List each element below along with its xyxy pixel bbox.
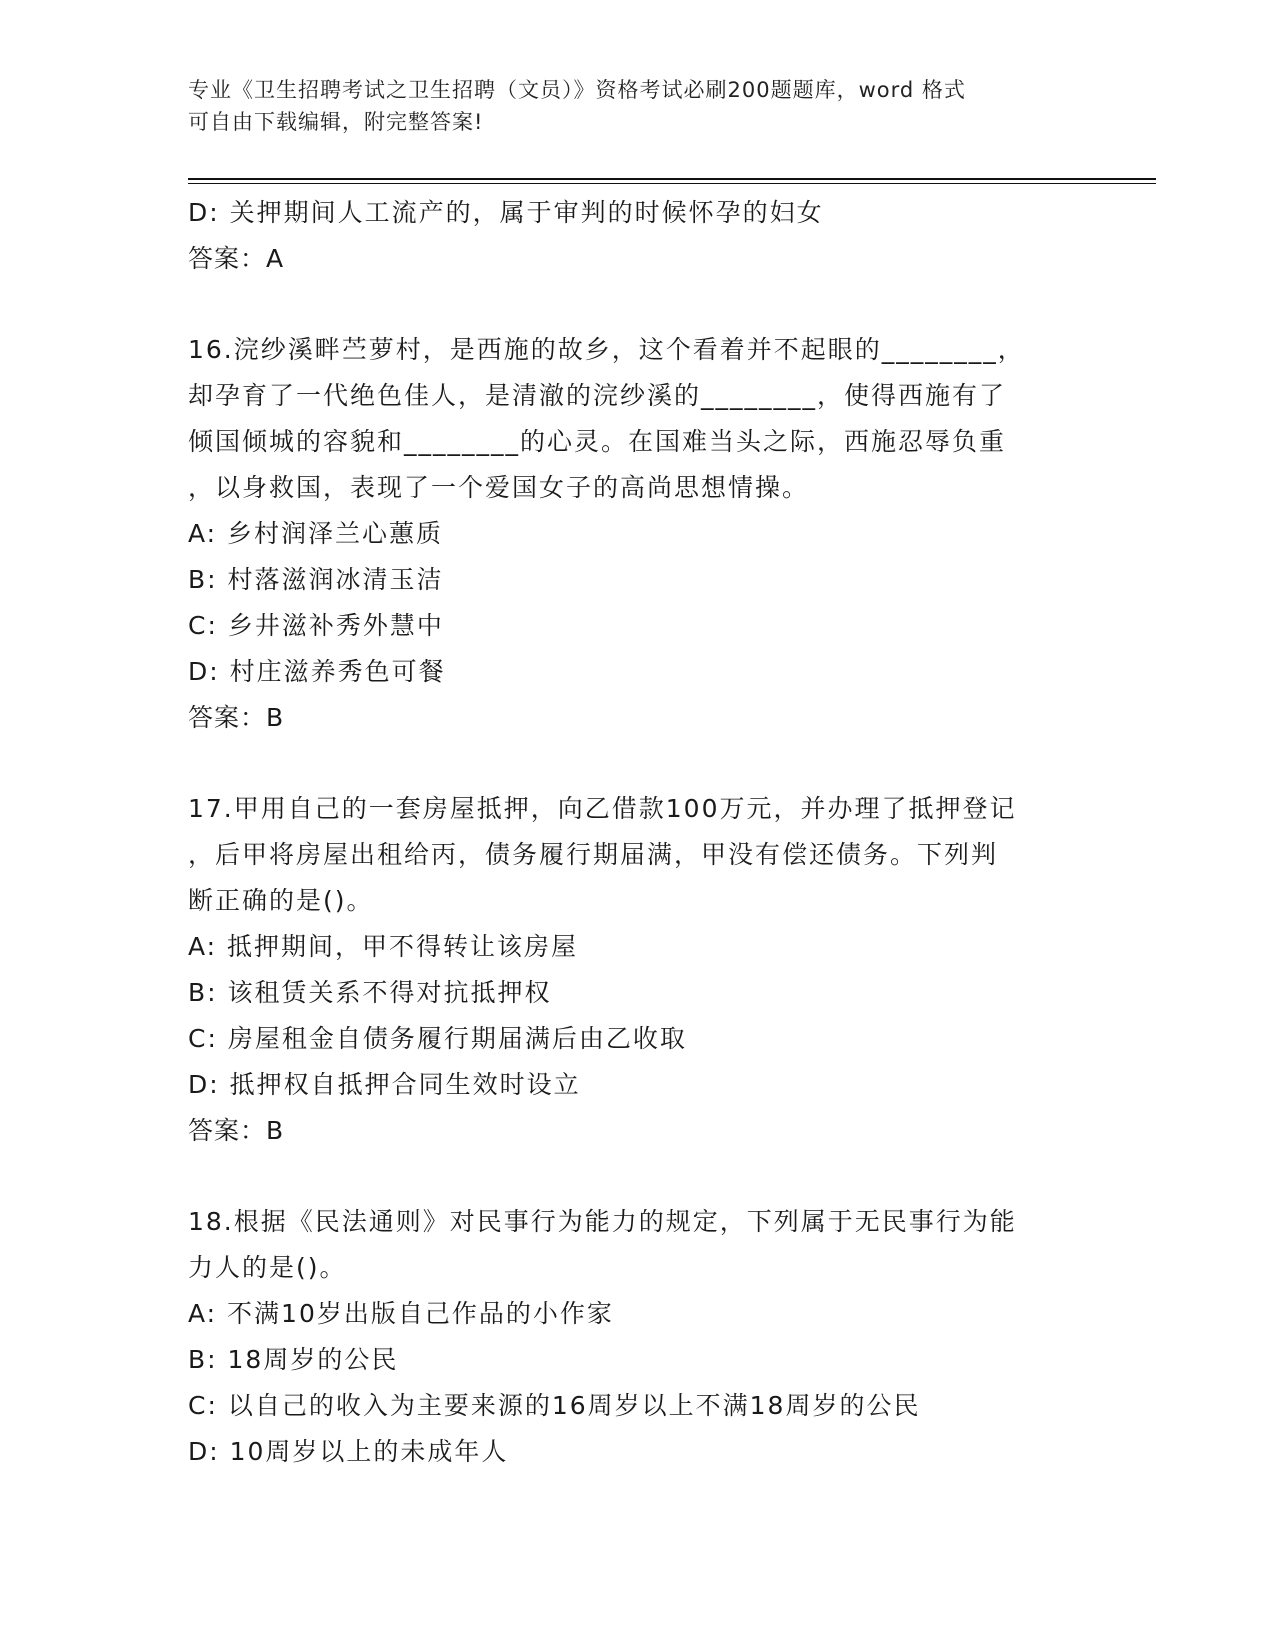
option-c: C: 房屋租金自债务履行期届满后由乙收取 <box>188 1024 687 1053</box>
question-text-line: 16.浣纱溪畔苎萝村，是西施的故乡，这个看着并不起眼的________， <box>188 335 1025 364</box>
page-header <box>188 74 1088 138</box>
option-b: B: 18周岁的公民 <box>188 1345 399 1374</box>
header-rule-thin <box>188 183 1156 184</box>
previous-question-tail <box>188 190 1088 282</box>
option-c: C: 以自己的收入为主要来源的16周岁以上不满18周岁的公民 <box>188 1391 921 1420</box>
header-rule-thick <box>188 178 1156 180</box>
option-a: A: 不满10岁出版自己作品的小作家 <box>188 1299 614 1328</box>
question-16 <box>188 327 1088 741</box>
answer-line: 答案：B <box>188 1116 285 1145</box>
question-text-line: 断正确的是()。 <box>188 886 374 915</box>
question-text-line: 力人的是()。 <box>188 1253 347 1282</box>
question-text-line: 18.根据《民法通则》对民事行为能力的规定，下列属于无民事行为能 <box>188 1207 1017 1236</box>
answer-line: 答案：B <box>188 703 285 732</box>
option-a: A: 乡村润泽兰心蕙质 <box>188 519 444 548</box>
question-text-line: ，以身救国，表现了一个爱国女子的高尚思想情操。 <box>188 473 810 502</box>
option-d: D: 关押期间人工流产的，属于审判的时候怀孕的妇女 <box>188 198 824 227</box>
option-b: B: 村落滋润冰清玉洁 <box>188 565 444 594</box>
question-text-line: 却孕育了一代绝色佳人，是清澈的浣纱溪的________，使得西施有了 <box>188 381 1007 410</box>
question-17 <box>188 786 1088 1154</box>
question-text-line: 17.甲用自己的一套房屋抵押，向乙借款100万元，并办理了抵押登记 <box>188 794 1017 823</box>
spacer <box>188 282 1088 327</box>
spacer <box>188 1154 1088 1199</box>
question-text-line: ，后甲将房屋出租给丙，债务履行期届满，甲没有偿还债务。下列判 <box>188 840 999 869</box>
option-d: D: 抵押权自抵押合同生效时设立 <box>188 1070 581 1099</box>
option-a: A: 抵押期间，甲不得转让该房屋 <box>188 932 579 961</box>
option-d: D: 10周岁以上的未成年人 <box>188 1437 509 1466</box>
answer-line: 答案：A <box>188 244 285 273</box>
header-line-2: 可自由下载编辑，附完整答案! <box>188 110 484 134</box>
question-content <box>188 190 1088 1475</box>
option-b: B: 该租赁关系不得对抗抵押权 <box>188 978 552 1007</box>
question-18 <box>188 1199 1088 1475</box>
option-d: D: 村庄滋养秀色可餐 <box>188 657 446 686</box>
option-c: C: 乡井滋补秀外慧中 <box>188 611 444 640</box>
spacer <box>188 741 1088 786</box>
question-text-line: 倾国倾城的容貌和________的心灵。在国难当头之际，西施忍辱负重 <box>188 427 1007 456</box>
header-line-1: 专业《卫生招聘考试之卫生招聘（文员）》资格考试必刷200题题库，word 格式 <box>188 78 966 102</box>
